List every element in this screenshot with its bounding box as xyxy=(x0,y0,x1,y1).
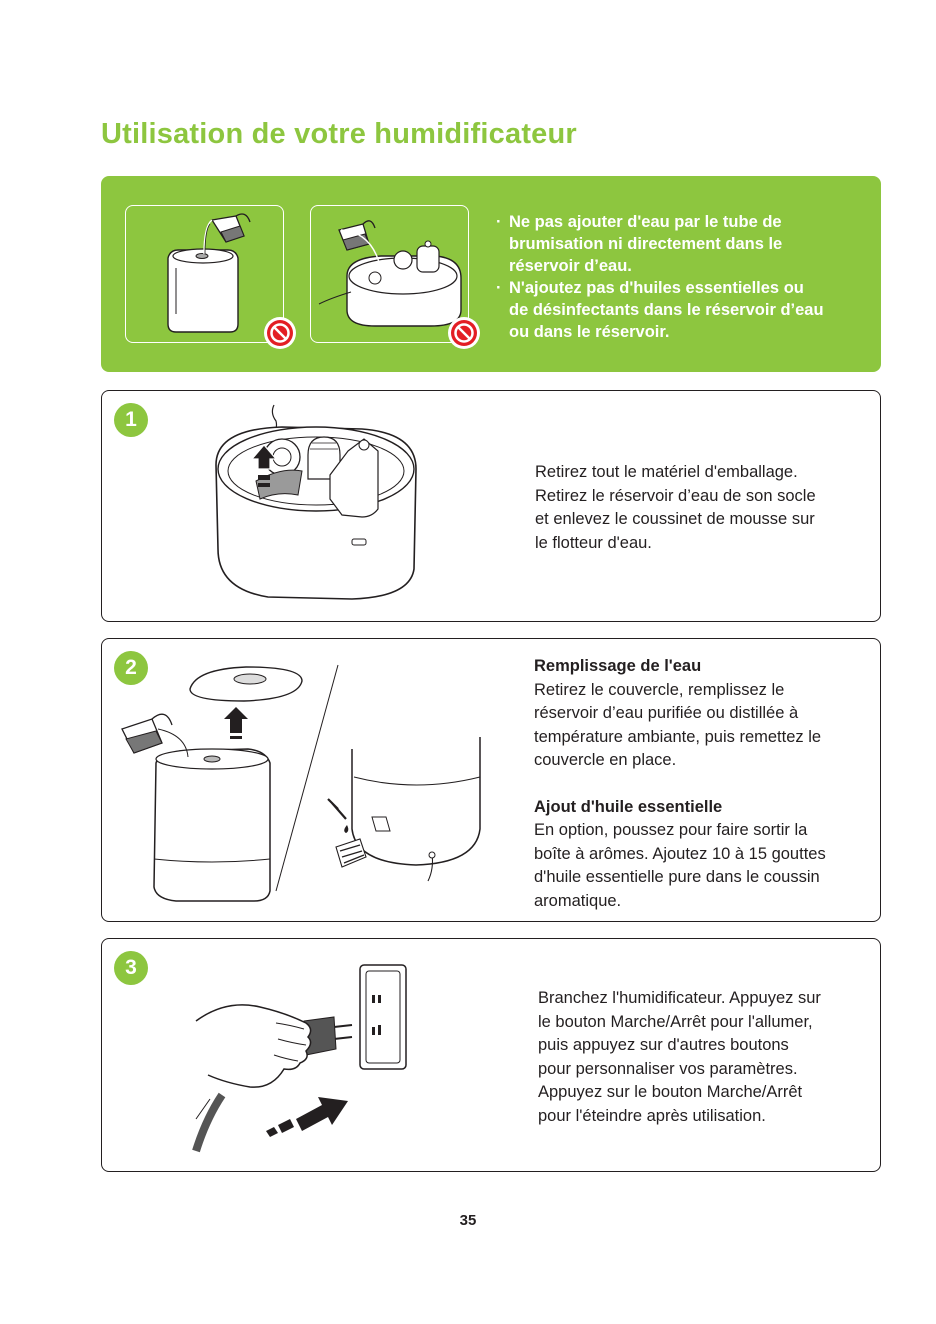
warning-line: brumisation ni directement dans le xyxy=(509,235,783,253)
page-number: 35 xyxy=(459,1212,477,1229)
prohibited-icon xyxy=(447,316,481,350)
step-number-badge: 2 xyxy=(114,651,148,685)
text-line: Branchez l'humidificateur. Appuyez sur xyxy=(538,989,821,1007)
text-line: En option, poussez pour faire sortir la xyxy=(534,821,808,839)
base-pour-illustration xyxy=(311,206,468,342)
fill-water-illustration xyxy=(116,659,506,909)
step-2-text xyxy=(534,655,826,913)
step-number-badge: 1 xyxy=(114,403,148,437)
warning-line: réservoir d’eau. xyxy=(509,257,632,275)
bullet: · xyxy=(496,213,502,231)
warning-line: de désinfectants dans le réservoir d’eau xyxy=(509,301,824,319)
warning-line: ou dans le réservoir. xyxy=(509,323,670,341)
warning-illustration-base xyxy=(310,205,469,343)
text-line: d'huile essentielle pure dans le coussin xyxy=(534,868,820,886)
text-line: et enlevez le coussinet de mousse sur xyxy=(535,510,815,528)
warning-panel xyxy=(101,176,881,372)
step-2-card xyxy=(101,638,881,922)
text-line: le flotteur d'eau. xyxy=(535,533,652,552)
page-title: Utilisation de votre humidificateur xyxy=(101,118,577,150)
text-line: Retirez tout le matériel d'emballage. xyxy=(535,463,798,481)
text-line: couvercle en place. xyxy=(534,751,677,769)
bullet: · xyxy=(496,279,502,297)
unpack-base-illustration xyxy=(212,399,422,611)
warning-item xyxy=(496,211,876,277)
text-line: le bouton Marche/Arrêt pour l'allumer, xyxy=(538,1012,813,1031)
warning-list xyxy=(496,211,876,343)
tank-pour-illustration xyxy=(126,206,283,342)
warning-line: N'ajoutez pas d'huiles essentielles ou xyxy=(509,279,804,297)
text-line: pour l'éteindre après utilisation. xyxy=(538,1106,766,1125)
step-1-card xyxy=(101,390,881,622)
text-line: Retirez le réservoir d’eau de son socle xyxy=(535,486,816,505)
warning-line: Ne pas ajouter d'eau par le tube de xyxy=(509,213,782,231)
subheading-fill-water: Remplissage de l'eau xyxy=(534,657,702,675)
step-3-text xyxy=(538,987,821,1128)
step-number-badge: 3 xyxy=(114,951,148,985)
warning-item xyxy=(496,277,876,343)
step-1-text xyxy=(535,461,816,555)
text-line: puis appuyez sur d'autres boutons xyxy=(538,1036,789,1054)
text-line: aromatique. xyxy=(534,891,622,910)
text-line: Appuyez sur le bouton Marche/Arrêt xyxy=(538,1083,803,1101)
text-line: pour personnaliser vos paramètres. xyxy=(538,1059,798,1078)
prohibited-icon xyxy=(263,316,297,350)
text-line: boîte à arômes. Ajoutez 10 à 15 gouttes xyxy=(534,844,826,863)
text-line: réservoir d’eau purifiée ou distillée à xyxy=(534,704,799,722)
warning-illustration-tank xyxy=(125,205,284,343)
plug-in-illustration xyxy=(186,959,416,1159)
text-line: température ambiante, puis remettez le xyxy=(534,727,822,746)
subheading-essential-oil: Ajout d'huile essentielle xyxy=(534,797,723,816)
step-3-card xyxy=(101,938,881,1172)
text-line: Retirez le couvercle, remplissez le xyxy=(534,680,785,699)
